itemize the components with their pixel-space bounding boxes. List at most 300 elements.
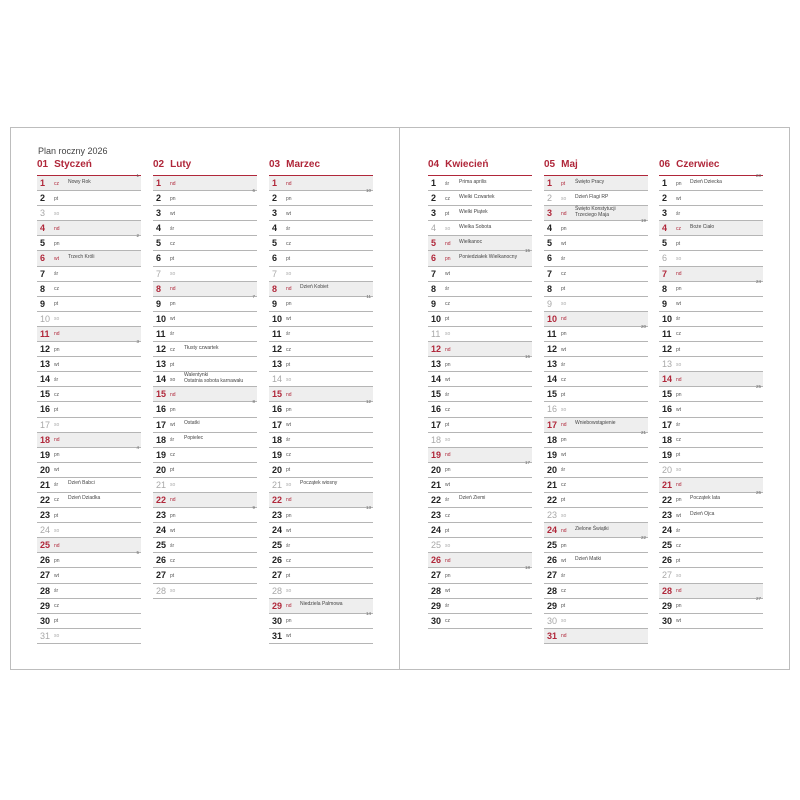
day-number: 28 — [547, 585, 558, 596]
day-row — [269, 267, 373, 282]
day-list — [428, 175, 532, 629]
day-number: 9 — [431, 298, 437, 309]
weekday-abbrev: śr — [286, 437, 291, 444]
day-number: 9 — [662, 298, 668, 309]
day-row — [544, 191, 648, 206]
weekday-abbrev: pt — [676, 240, 681, 247]
holiday-text: Dzień Ziemi — [459, 495, 486, 502]
day-row — [153, 478, 257, 493]
day-number: 16 — [272, 404, 283, 415]
week-number: 6 — [252, 188, 255, 194]
day-row — [544, 218, 648, 236]
weekday-abbrev: so — [561, 195, 567, 202]
day-row — [37, 444, 141, 463]
week-number: 24 — [755, 278, 761, 284]
weekday-abbrev: nd — [170, 497, 176, 504]
day-number: 19 — [40, 449, 51, 460]
day-row — [37, 297, 141, 312]
holiday-text: Dzień Matki — [575, 555, 602, 562]
day-row — [544, 236, 648, 251]
holiday-label — [184, 436, 203, 442]
weekday-abbrev: pt — [286, 572, 291, 579]
day-number: 28 — [431, 585, 442, 596]
weekday-abbrev: pt — [170, 361, 175, 368]
weekday-abbrev: nd — [54, 225, 60, 232]
week-number: 27 — [755, 595, 761, 601]
day-row — [428, 236, 532, 254]
day-row — [153, 267, 257, 282]
day-number: 21 — [547, 479, 558, 490]
weekday-abbrev: śr — [561, 467, 566, 474]
holiday-text: Ostatki — [184, 420, 200, 426]
weekday-abbrev: so — [676, 467, 682, 474]
day-row — [428, 372, 532, 387]
day-row — [153, 538, 257, 553]
day-row — [659, 251, 763, 266]
day-number: 11 — [40, 328, 50, 339]
day-number: 3 — [156, 208, 162, 219]
weekday-abbrev: pn — [561, 331, 567, 338]
month-column-january — [37, 159, 141, 644]
day-number: 6 — [547, 253, 553, 264]
day-number: 1 — [272, 178, 278, 188]
week-number: 20 — [640, 323, 646, 329]
weekday-abbrev: pn — [445, 255, 451, 262]
day-number: 15 — [156, 389, 167, 400]
day-number: 25 — [272, 540, 283, 551]
day-number: 5 — [272, 238, 278, 249]
weekday-abbrev: nd — [170, 391, 176, 398]
day-row — [659, 402, 763, 417]
day-number: 16 — [40, 404, 51, 415]
weekday-abbrev: pn — [676, 286, 682, 293]
day-number: 4 — [40, 223, 46, 234]
weekday-abbrev: pn — [445, 361, 451, 368]
day-number: 8 — [272, 283, 278, 294]
day-number: 20 — [40, 464, 51, 475]
day-number: 22 — [431, 494, 442, 505]
day-number: 7 — [156, 268, 162, 279]
week-number: 7 — [252, 293, 255, 299]
day-number: 12 — [272, 344, 283, 355]
weekday-abbrev: śr — [561, 361, 566, 368]
day-row — [37, 387, 141, 402]
weekday-abbrev: pt — [54, 618, 59, 625]
holiday-text: Święto Pracy — [575, 178, 605, 185]
holiday-label — [184, 373, 243, 384]
day-row — [269, 372, 373, 387]
day-row — [659, 448, 763, 463]
day-row — [428, 553, 532, 571]
day-row — [269, 399, 373, 417]
day-row — [659, 508, 763, 523]
weekday-abbrev: wt — [561, 240, 566, 247]
week-number: 1 — [136, 173, 139, 178]
day-number: 6 — [40, 253, 46, 264]
holiday-text: Boże Ciało — [690, 223, 715, 230]
weekday-abbrev: pn — [286, 406, 292, 413]
day-number: 5 — [431, 238, 437, 249]
day-number: 23 — [156, 510, 167, 521]
weekday-abbrev: nd — [676, 482, 682, 489]
weekday-abbrev: wt — [54, 467, 59, 474]
weekday-abbrev: pt — [54, 406, 59, 413]
holiday-text: Niedziela Palmowa — [300, 601, 343, 608]
day-row — [153, 236, 257, 251]
weekday-abbrev: wt — [676, 406, 681, 413]
week-number: 18 — [524, 565, 530, 571]
day-row — [37, 599, 141, 614]
day-row — [37, 282, 141, 297]
weekday-abbrev: cz — [286, 240, 291, 247]
weekday-abbrev: wt — [54, 255, 59, 262]
day-number: 23 — [40, 510, 51, 521]
holiday-text: Dzień Flagi RP — [575, 193, 609, 200]
month-name: Maj — [561, 159, 578, 170]
weekday-abbrev: so — [561, 618, 567, 625]
day-row — [544, 523, 648, 541]
weekday-abbrev: cz — [170, 240, 175, 247]
weekday-abbrev: so — [445, 542, 451, 549]
day-list — [544, 175, 648, 644]
day-number: 24 — [431, 525, 442, 536]
day-row — [269, 418, 373, 433]
day-number: 2 — [40, 193, 46, 204]
weekday-abbrev: wt — [445, 376, 450, 383]
day-row — [269, 493, 373, 511]
day-number: 13 — [156, 359, 167, 370]
weekday-abbrev: pt — [286, 361, 291, 368]
day-number: 8 — [662, 283, 668, 294]
day-row — [544, 323, 648, 342]
day-number: 22 — [547, 494, 558, 505]
holiday-label — [68, 481, 95, 487]
day-row — [659, 384, 763, 402]
week-number: 11 — [366, 293, 371, 299]
day-row — [659, 433, 763, 448]
weekday-abbrev: so — [676, 255, 682, 262]
weekday-abbrev: wt — [170, 210, 175, 217]
weekday-abbrev: śr — [286, 225, 291, 232]
day-row — [428, 418, 532, 433]
weekday-abbrev: so — [676, 572, 682, 579]
weekday-abbrev: so — [561, 406, 567, 413]
day-number: 27 — [431, 570, 442, 581]
day-list — [659, 175, 763, 629]
weekday-abbrev: cz — [561, 588, 566, 595]
holiday-label — [690, 225, 714, 231]
day-number: 21 — [662, 479, 673, 490]
day-number: 14 — [547, 374, 558, 385]
day-number: 28 — [272, 585, 283, 596]
day-row — [544, 206, 648, 224]
week-number: 25 — [755, 384, 761, 390]
weekday-abbrev: pt — [445, 527, 450, 534]
day-number: 27 — [40, 570, 51, 581]
day-number: 9 — [156, 298, 162, 309]
day-row — [153, 221, 257, 236]
day-row — [269, 448, 373, 463]
day-number: 24 — [156, 525, 167, 536]
day-number: 18 — [431, 434, 442, 445]
weekday-abbrev: nd — [561, 210, 567, 217]
day-row — [37, 327, 141, 345]
weekday-abbrev: wt — [445, 588, 450, 595]
day-row — [428, 433, 532, 448]
weekday-abbrev: so — [170, 588, 176, 595]
weekday-abbrev: wt — [286, 527, 291, 534]
month-header — [659, 159, 763, 175]
day-row — [153, 433, 257, 448]
day-number: 13 — [662, 359, 673, 370]
holiday-label — [459, 225, 491, 231]
weekday-abbrev: nd — [286, 391, 292, 398]
month-name: Luty — [170, 159, 192, 170]
holiday-text-line2: Trzeciego Maja — [575, 211, 609, 218]
weekday-abbrev: so — [54, 527, 60, 534]
day-row — [659, 478, 763, 493]
holiday-label — [184, 421, 200, 427]
day-number: 26 — [662, 555, 673, 566]
weekday-abbrev: pt — [170, 572, 175, 579]
weekday-abbrev: pt — [561, 180, 566, 187]
holiday-label — [575, 421, 616, 427]
day-number: 2 — [272, 193, 278, 204]
day-number: 1 — [547, 178, 553, 188]
holiday-text: Wielkanoc — [459, 238, 483, 245]
day-row — [544, 282, 648, 297]
day-number: 10 — [272, 313, 283, 324]
day-number: 6 — [272, 253, 278, 264]
weekday-abbrev: cz — [170, 452, 175, 459]
week-number: 9 — [252, 505, 255, 511]
weekday-abbrev: nd — [286, 180, 292, 187]
day-number: 11 — [662, 328, 672, 339]
weekday-abbrev: śr — [445, 603, 450, 610]
day-number: 28 — [662, 585, 673, 596]
day-row — [153, 282, 257, 297]
holiday-text: Wielki Piątek — [459, 208, 488, 215]
weekday-abbrev: so — [54, 210, 60, 217]
day-row — [269, 505, 373, 523]
weekday-abbrev: wt — [286, 210, 291, 217]
holiday-label — [68, 255, 95, 261]
month-name: Kwiecień — [445, 159, 489, 170]
weekday-abbrev: pn — [286, 512, 292, 519]
day-row — [153, 188, 257, 206]
day-row — [659, 595, 763, 614]
day-number: 7 — [547, 268, 553, 279]
day-row — [659, 614, 763, 629]
weekday-abbrev: pn — [286, 195, 292, 202]
day-number: 4 — [547, 223, 553, 234]
holiday-text: Dzień Dziecka — [690, 178, 722, 185]
holiday-text: Nowy Rok — [68, 178, 91, 185]
weekday-abbrev: wt — [676, 301, 681, 308]
day-number: 3 — [547, 208, 553, 219]
day-row — [153, 372, 257, 387]
day-row — [37, 538, 141, 556]
day-row — [659, 523, 763, 538]
day-row — [428, 448, 532, 463]
day-number: 1 — [40, 178, 46, 188]
weekday-abbrev: so — [445, 331, 451, 338]
day-number: 21 — [40, 479, 51, 490]
day-number: 22 — [272, 494, 283, 505]
day-number: 14 — [662, 374, 673, 385]
holiday-text: Dzień Dziadka — [68, 495, 101, 502]
day-row — [428, 267, 532, 282]
weekday-abbrev: wt — [170, 422, 175, 428]
day-number: 24 — [272, 525, 283, 536]
weekday-abbrev: cz — [170, 346, 175, 353]
day-number: 17 — [156, 419, 167, 430]
weekday-abbrev: śr — [676, 527, 681, 534]
holiday-label — [690, 496, 720, 502]
day-row — [153, 584, 257, 599]
day-row — [659, 312, 763, 327]
day-number: 29 — [40, 600, 51, 611]
day-row — [659, 568, 763, 583]
day-number: 18 — [40, 434, 51, 445]
day-number: 20 — [272, 464, 283, 475]
holiday-label — [575, 527, 609, 533]
day-row — [544, 372, 648, 387]
day-number: 28 — [156, 585, 167, 596]
day-row — [659, 538, 763, 553]
day-number: 18 — [662, 434, 673, 445]
day-row — [659, 553, 763, 568]
holiday-label — [575, 207, 616, 218]
weekday-abbrev: pn — [286, 618, 292, 625]
day-row — [153, 418, 257, 433]
weekday-abbrev: pt — [445, 316, 450, 323]
day-row — [659, 297, 763, 312]
day-list — [269, 175, 373, 644]
weekday-abbrev: so — [286, 271, 292, 278]
month-header — [544, 159, 648, 175]
day-row — [153, 505, 257, 523]
weekday-abbrev: cz — [54, 286, 59, 293]
weekday-abbrev: pn — [170, 512, 176, 519]
weekday-abbrev: wt — [286, 633, 291, 640]
weekday-abbrev: pn — [286, 301, 292, 308]
week-number: 17 — [524, 459, 530, 465]
day-number: 9 — [547, 298, 553, 309]
day-row — [428, 297, 532, 312]
day-row — [428, 327, 532, 342]
day-number: 27 — [547, 570, 558, 581]
weekday-abbrev: śr — [445, 497, 450, 504]
month-number: 04 — [428, 159, 440, 170]
weekday-abbrev: wt — [676, 618, 681, 625]
holiday-label — [68, 180, 91, 186]
weekday-abbrev: nd — [676, 588, 682, 595]
day-row — [659, 357, 763, 372]
day-number: 4 — [156, 223, 162, 234]
day-number: 23 — [272, 510, 283, 521]
weekday-abbrev: śr — [676, 316, 681, 323]
weekday-abbrev: cz — [286, 346, 291, 353]
weekday-abbrev: wt — [561, 346, 566, 353]
weekday-abbrev: cz — [286, 452, 291, 459]
weekday-abbrev: śr — [170, 225, 175, 232]
weekday-abbrev: pt — [170, 255, 175, 262]
week-number: 10 — [365, 188, 371, 194]
week-number: 16 — [524, 354, 530, 360]
holiday-text: Zielone Świątki — [575, 525, 609, 532]
day-number: 9 — [272, 298, 278, 309]
weekday-abbrev: so — [286, 588, 292, 595]
day-row — [428, 282, 532, 297]
weekday-abbrev: cz — [54, 603, 59, 610]
day-row — [37, 402, 141, 417]
weekday-abbrev: pn — [54, 346, 60, 353]
day-number: 5 — [156, 238, 162, 249]
weekday-abbrev: nd — [286, 603, 292, 610]
day-number: 25 — [156, 540, 167, 551]
holiday-label — [690, 180, 722, 186]
day-row — [153, 568, 257, 583]
day-row — [269, 188, 373, 206]
week-number: 14 — [365, 610, 371, 616]
day-number: 21 — [272, 479, 283, 490]
day-number: 4 — [431, 223, 437, 234]
weekday-abbrev: so — [676, 361, 682, 368]
weekday-abbrev: pt — [445, 422, 450, 428]
day-row — [428, 493, 532, 508]
week-number: 13 — [365, 505, 371, 511]
day-number: 16 — [662, 404, 673, 415]
day-row — [153, 493, 257, 511]
weekday-abbrev: so — [286, 376, 292, 383]
holiday-text: Początek lata — [690, 495, 721, 502]
day-row — [37, 251, 141, 266]
day-number: 6 — [662, 253, 668, 264]
weekday-abbrev: cz — [54, 497, 59, 504]
day-row — [659, 191, 763, 206]
weekday-abbrev: wt — [676, 195, 681, 202]
day-row — [428, 584, 532, 599]
weekday-abbrev: wt — [286, 316, 291, 323]
holiday-label — [459, 180, 487, 186]
weekday-abbrev: pt — [286, 255, 291, 262]
day-row — [544, 614, 648, 629]
day-number: 15 — [272, 389, 283, 400]
weekday-abbrev: wt — [54, 361, 59, 368]
day-number: 2 — [547, 193, 553, 204]
day-number: 13 — [547, 359, 558, 370]
day-number: 23 — [662, 510, 673, 521]
weekday-abbrev: cz — [170, 557, 175, 564]
weekday-abbrev: cz — [676, 542, 681, 549]
day-number: 31 — [40, 630, 51, 641]
weekday-abbrev: cz — [445, 618, 450, 625]
day-row — [269, 293, 373, 312]
day-number: 30 — [431, 615, 442, 626]
day-number: 14 — [272, 374, 283, 385]
day-row — [428, 206, 532, 221]
weekday-abbrev: pn — [54, 240, 60, 247]
holiday-label — [459, 210, 488, 216]
weekday-abbrev: pn — [561, 225, 567, 232]
day-row — [153, 206, 257, 221]
day-row — [544, 584, 648, 599]
day-number: 7 — [40, 268, 46, 279]
day-row — [428, 342, 532, 360]
day-number: 2 — [431, 193, 437, 204]
weekday-abbrev: nd — [170, 180, 176, 187]
